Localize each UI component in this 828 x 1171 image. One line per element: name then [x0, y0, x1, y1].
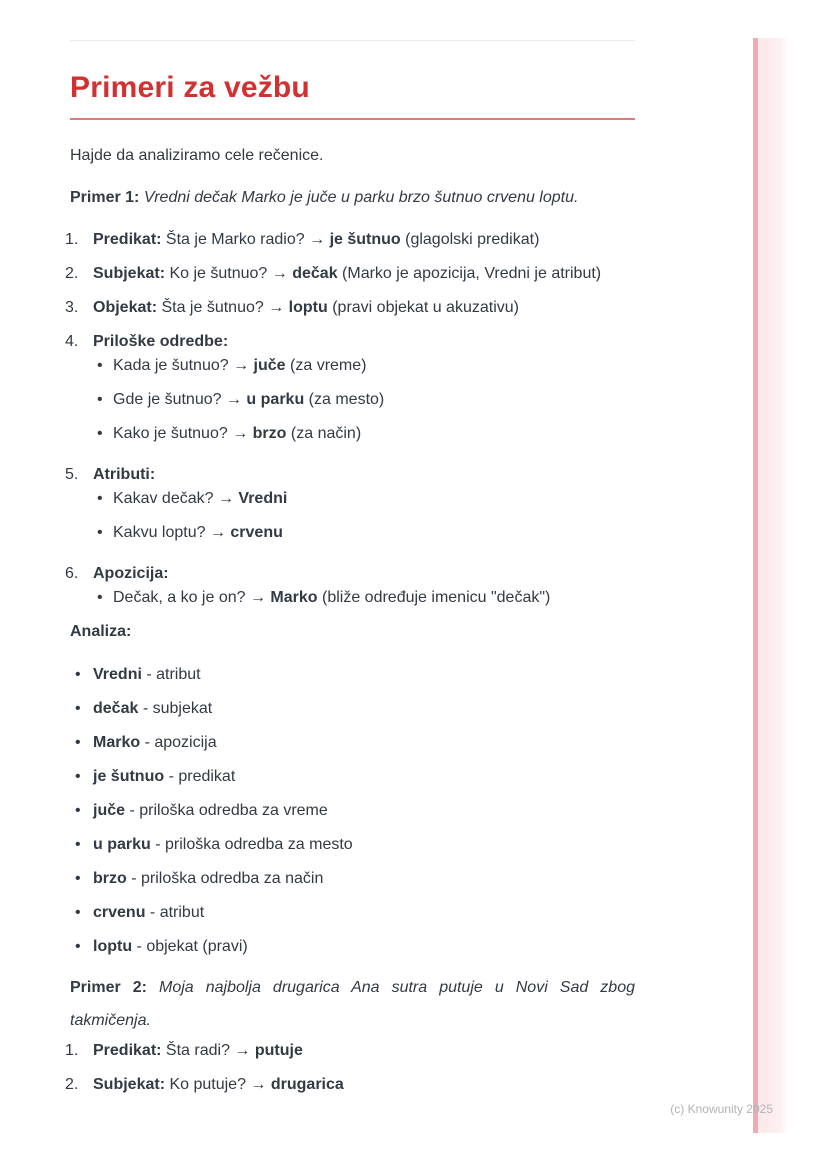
item-question: Ko putuje? → [169, 1076, 267, 1093]
item-question: Gde je šutnuo? → [113, 391, 242, 408]
apozicija-sublist [70, 588, 635, 608]
analysis-item [70, 801, 635, 821]
watermark: (c) Knowunity 2025 [670, 1102, 773, 1116]
page-title: Primeri za vežbu [70, 71, 310, 104]
analysis-term: juče [93, 802, 126, 819]
numbered-item-subjekat-2 [65, 1075, 635, 1095]
analysis-desc: - apozicija [144, 734, 217, 751]
item-note: (za vreme) [290, 357, 367, 374]
bullet-item [70, 489, 635, 509]
primer-2-label: Primer 2: [70, 979, 147, 996]
item-answer: Marko [270, 589, 318, 606]
item-note: (za mesto) [308, 391, 385, 408]
numbered-item-apozicija [65, 564, 635, 584]
primer-1-line [70, 188, 635, 208]
item-note: (za način) [290, 425, 362, 442]
item-question: Dečak, a ko je on? → [113, 589, 266, 606]
item-question: Kakvu loptu? → [113, 524, 226, 541]
item-question: Kada je šutnuo? → [113, 357, 250, 374]
item-note: (bliže određuje imenicu "dečak") [322, 589, 551, 606]
item-question: Kako je šutnuo? → [113, 425, 249, 442]
item-answer: juče [253, 357, 286, 374]
item-answer: loptu [288, 299, 328, 316]
analysis-term: crvenu [93, 904, 146, 921]
item-answer: dečak [292, 265, 338, 282]
analysis-item [70, 767, 635, 787]
analysis-desc: - objekat (pravi) [136, 938, 248, 955]
numbered-item-atributi [65, 465, 635, 485]
item-label: Apozicija: [93, 565, 169, 582]
item-label: Predikat: [93, 231, 162, 248]
analysis-term: Marko [93, 734, 141, 751]
analysis-desc: - priloška odredba za način [131, 870, 324, 887]
top-divider [70, 40, 635, 41]
analysis-desc: - priloška odredba za vreme [129, 802, 328, 819]
list-number: 4. [65, 333, 79, 350]
analysis-item [70, 903, 635, 923]
analysis-term: u parku [93, 836, 151, 853]
item-label: Priloške odredbe: [93, 333, 229, 350]
item-question: Kakav dečak? → [113, 490, 234, 507]
item-answer: putuje [254, 1042, 303, 1059]
analysis-item [70, 869, 635, 889]
list-number: 6. [65, 565, 79, 582]
bullet-item [70, 523, 635, 543]
item-label: Subjekat: [93, 265, 166, 282]
list-number: 2. [65, 1076, 79, 1093]
analysis-list [70, 665, 635, 957]
item-note: (pravi objekat u akuzativu) [332, 299, 519, 316]
atributi-sublist [70, 489, 635, 543]
list-number: 5. [65, 466, 79, 483]
analysis-desc: - priloška odredba za mesto [155, 836, 353, 853]
primer-1-sentence: Vredni dečak Marko je juče u parku brzo šutnuo crvenu loptu. [143, 189, 579, 206]
primer-1-label: Primer 1: [70, 189, 140, 206]
analysis-term: je šutnuo [93, 768, 165, 785]
intro-text: Hajde da analiziramo cele rečenice. [70, 147, 324, 164]
primer-2-line [70, 971, 635, 1037]
analysis-item [70, 699, 635, 719]
numbered-item-priloske-odredbe [65, 332, 635, 352]
analysis-desc: - subjekat [142, 700, 213, 717]
list-number: 3. [65, 299, 79, 316]
item-answer: u parku [246, 391, 305, 408]
list-number: 2. [65, 265, 79, 282]
primer-2-sentence: Moja najbolja drugarica Ana sutra putuje u Novi Sad zbog takmičenja. [70, 979, 636, 1029]
bullet-item [70, 424, 635, 444]
item-note: (glagolski predikat) [405, 231, 540, 248]
analysis-term: loptu [93, 938, 133, 955]
primer-1-list [65, 230, 635, 608]
analysis-desc: - predikat [168, 768, 236, 785]
numbered-item-objekat [65, 298, 635, 318]
priloske-odredbe-sublist [70, 356, 635, 444]
item-note: (Marko je apozicija, Vredni je atribut) [342, 265, 602, 282]
item-question: Šta radi? → [165, 1042, 251, 1059]
analysis-desc: - atribut [146, 666, 201, 683]
analysis-term: brzo [93, 870, 127, 887]
analysis-desc: - atribut [149, 904, 205, 921]
item-question: Ko je šutnuo? → [169, 265, 288, 282]
numbered-item-predikat-2 [65, 1041, 635, 1061]
item-label: Subjekat: [93, 1076, 166, 1093]
item-answer: crvenu [230, 524, 283, 541]
item-answer: je šutnuo [329, 231, 401, 248]
analysis-item [70, 733, 635, 753]
item-question: Šta je Marko radio? → [165, 231, 326, 248]
analysis-item [70, 937, 635, 957]
bullet-item [70, 588, 635, 608]
bullet-item [70, 390, 635, 410]
title-underline [70, 118, 635, 120]
analysis-heading: Analiza: [70, 623, 132, 640]
numbered-item-predikat [65, 230, 635, 250]
numbered-item-subjekat [65, 264, 635, 284]
document-content [65, 0, 636, 1109]
item-question: Šta je šutnuo? → [161, 299, 285, 316]
page-edge-pink-band [753, 38, 790, 1133]
item-answer: Vredni [238, 490, 288, 507]
item-answer: drugarica [270, 1076, 344, 1093]
item-answer: brzo [252, 425, 287, 442]
item-label: Objekat: [93, 299, 158, 316]
item-label: Predikat: [93, 1042, 162, 1059]
analysis-term: dečak [93, 700, 139, 717]
analysis-item [70, 835, 635, 855]
bullet-item [70, 356, 635, 376]
list-number: 1. [65, 1042, 79, 1059]
item-label: Atributi: [93, 466, 156, 483]
analysis-item [70, 665, 635, 685]
list-number: 1. [65, 231, 79, 248]
analysis-term: Vredni [93, 666, 142, 683]
primer-2-list [65, 1041, 635, 1095]
